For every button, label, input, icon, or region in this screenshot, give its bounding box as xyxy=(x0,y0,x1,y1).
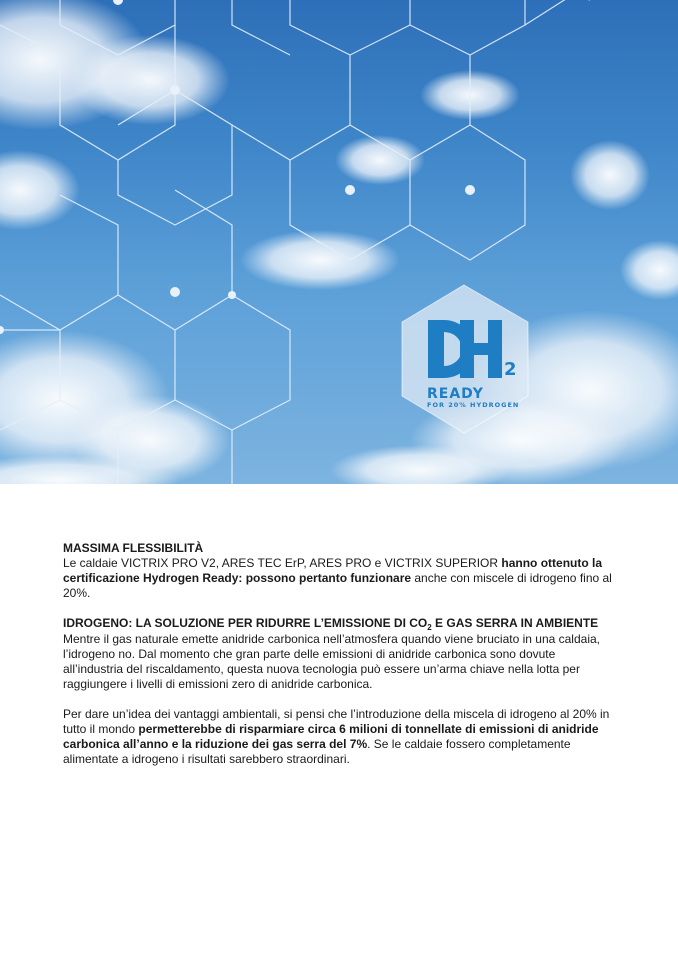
section-paragraph-benefits xyxy=(63,707,618,767)
h2-logo-mark xyxy=(428,320,502,378)
heading-text: IDROGENO: LA SOLUZIONE PER RIDURRE L’EMISSIONE DI CO xyxy=(63,616,428,630)
section-paragraph-hydrogen: Mentre il gas naturale emette anidride carbonica nell’atmosfera quando viene bruciato in una caldaia, l’idrogeno no. Dal momento che gran parte delle emissioni di anidride carbonica sono dovute all’industria del riscaldamento, questa nuova tecnologia può essere un’arma chiave nella lotta per raggiungere i livelli di emissioni zero di anidride carbonica. xyxy=(63,632,600,691)
section-heading-hydrogen xyxy=(63,616,618,632)
badge-caption: FOR 20% HYDROGEN xyxy=(427,401,520,409)
paragraph-highlight: permetterebbe di risparmiare circa 6 milioni di tonnellate di emissioni di anidride carbonica all’anno e la riduzione dei gas serra del 7% xyxy=(63,722,599,751)
badge-subscript: 2 xyxy=(504,359,517,380)
section-paragraph-flexibility xyxy=(63,556,618,601)
article-body xyxy=(63,541,618,767)
paragraph-text: anche con miscele di idrogeno fino al 20%. xyxy=(63,571,612,600)
paragraph-highlight: hanno ottenuto la certificazione Hydrogen Ready: possono pertanto funzionare xyxy=(63,556,603,585)
paragraph-text: Le caldaie VICTRIX PRO V2, ARES TEC ErP, ARES PRO e VICTRIX SUPERIOR xyxy=(63,556,502,570)
heading-subscript: 2 xyxy=(427,623,432,632)
paragraph-text: . Se le caldaie fossero completamente alimentate a idrogeno i risultati sarebbero straordinari. xyxy=(63,737,571,766)
badge-word: READY xyxy=(427,386,484,402)
section-heading-flexibility: MASSIMA FLESSIBILITÀ xyxy=(63,541,204,555)
paragraph-text: Per dare un’idea dei vantaggi ambientali, si pensi che l’introduzione della miscela di idrogeno al 20% in tutto il mondo xyxy=(63,707,610,736)
heading-text: E GAS SERRA IN AMBIENTE xyxy=(431,616,599,630)
